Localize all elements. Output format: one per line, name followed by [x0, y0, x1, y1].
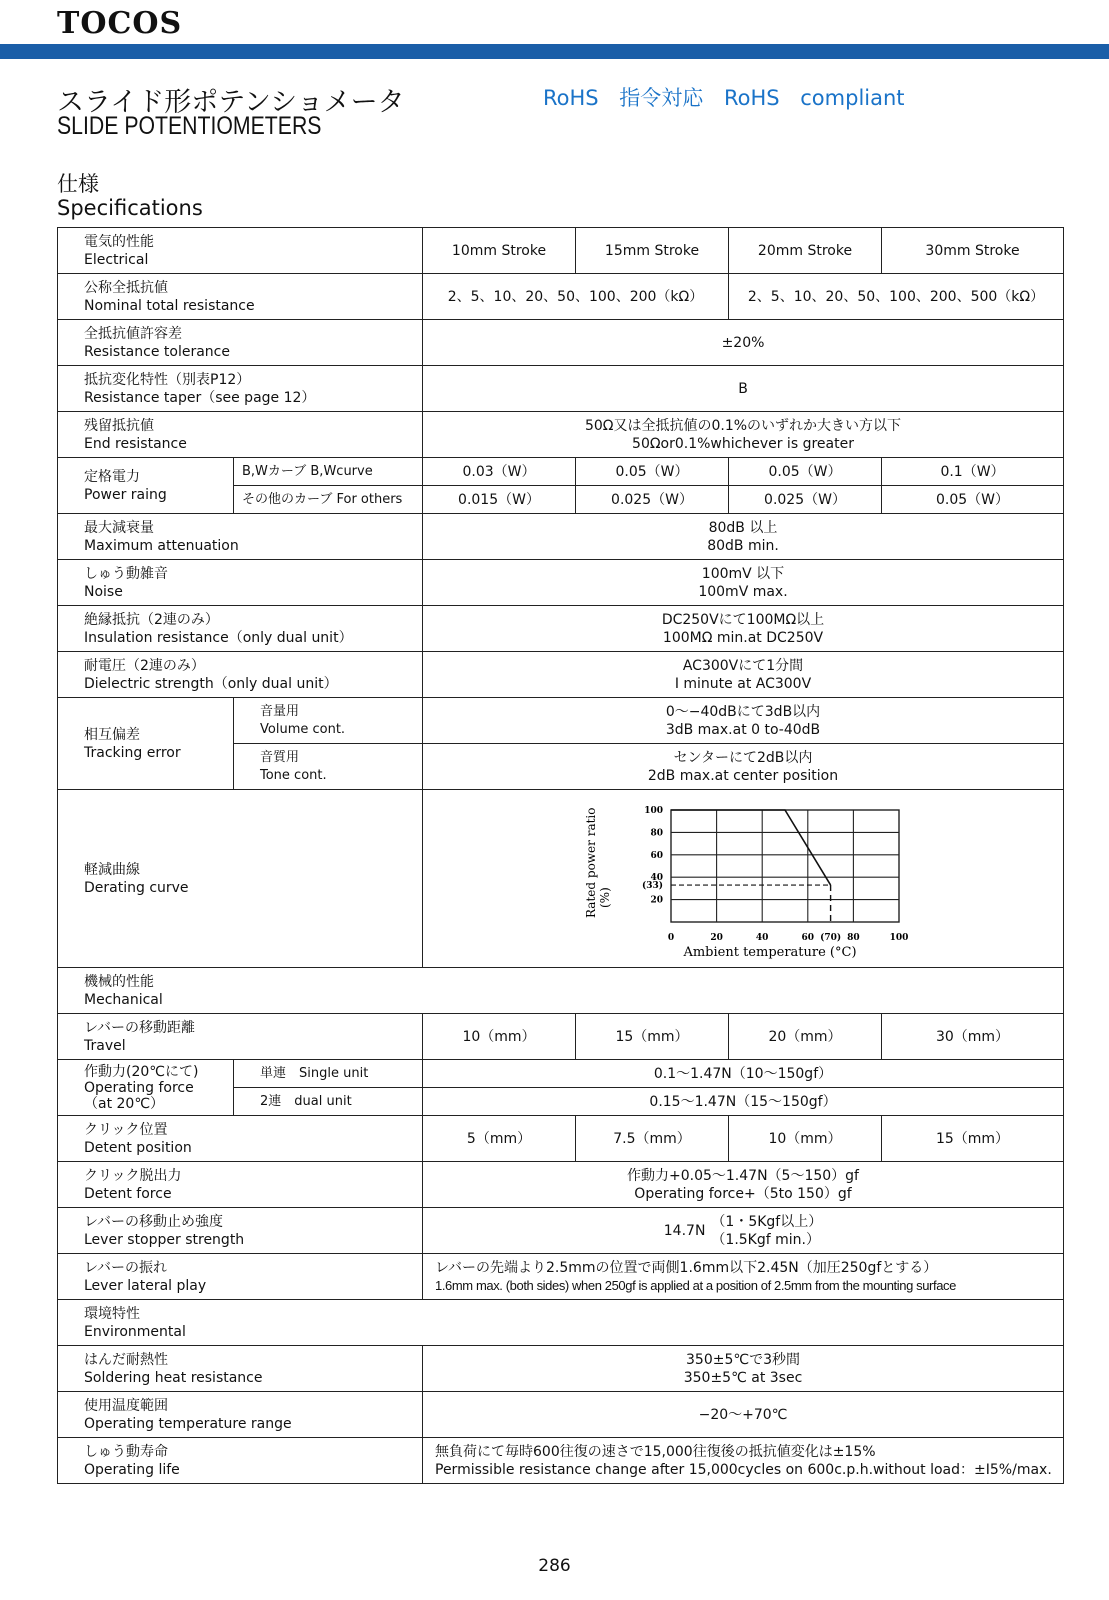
- cell-value: 10（mm）: [729, 1116, 882, 1162]
- x-tick-label: 60: [801, 933, 815, 943]
- table-row: [58, 1060, 1064, 1088]
- cell-value: 80dB 以上 80dB min.: [423, 514, 1064, 560]
- row-label: 残留抵抗値 End resistance: [58, 412, 423, 458]
- stroke-header: 15mm Stroke: [576, 228, 729, 274]
- row-label: 作動力(20℃にて) Operating force （at 20℃）: [58, 1060, 234, 1116]
- row-label: 定格電力 Power raing: [58, 458, 234, 514]
- row-label: クリック位置 Detent position: [58, 1116, 423, 1162]
- table-row: [58, 514, 1064, 560]
- row-label: 公称全抵抗値 Nominal total resistance: [58, 274, 423, 320]
- y-tick-label: 20: [650, 895, 663, 906]
- cell-value: 0.025（W）: [729, 486, 882, 514]
- cell-value: AC300Vにて1分間 I minute at AC300V: [423, 652, 1064, 698]
- table-row: [58, 1254, 1064, 1300]
- cell-value: 0.05（W）: [882, 486, 1064, 514]
- cell-value: 15（mm）: [882, 1116, 1064, 1162]
- sub-label: 音量用 Volume cont.: [234, 698, 423, 744]
- cell-value: 作動力+0.05〜1.47N（5〜150）gf Operating force+（5to 150）gf: [423, 1162, 1064, 1208]
- cell-value: 7.5（mm）: [576, 1116, 729, 1162]
- y-tick-label: 40: [650, 873, 663, 884]
- cell-value: ±20%: [423, 320, 1064, 366]
- cell-value: 10（mm）: [423, 1014, 576, 1060]
- cell-value: 0.15〜1.47N（15〜150gf）: [423, 1088, 1064, 1116]
- row-label: 使用温度範囲 Operating temperature range: [58, 1392, 423, 1438]
- section-title-jp: 仕様: [57, 172, 99, 196]
- table-row: [58, 320, 1064, 366]
- table-row: [58, 1392, 1064, 1438]
- rohs-label: RoHS 指令対応 RoHS compliant: [543, 86, 905, 110]
- sub-label: B,Wカーブ B,Wcurve: [234, 458, 423, 486]
- y-axis-label: Rated power ratio: [584, 807, 598, 918]
- table-row: [58, 412, 1064, 458]
- table-row: [58, 968, 1064, 1014]
- table-row: [58, 1300, 1064, 1346]
- cell-value: 2、5、10、20、50、100、200、500（kΩ）: [729, 274, 1064, 320]
- table-row: [58, 366, 1064, 412]
- row-label: 相互偏差 Tracking error: [58, 698, 234, 790]
- x-axis-label: Ambient temperature (°C): [683, 945, 857, 960]
- cell-value: 20（mm）: [729, 1014, 882, 1060]
- row-label: 抵抗変化特性（別表P12） Resistance taper（see page 12）: [58, 366, 423, 412]
- table-row: [58, 1208, 1064, 1254]
- cell-value: −20〜+70℃: [423, 1392, 1064, 1438]
- row-label: レバーの振れ Lever lateral play: [58, 1254, 423, 1300]
- x-tick-label: (70): [820, 933, 842, 943]
- header-bar: [0, 44, 1109, 59]
- cell-value: 50Ω又は全抵抗値の0.1%のいずれか大きい方以下 50Ωor0.1%whichever is greater: [423, 412, 1064, 458]
- plot-frame: [671, 810, 899, 922]
- x-tick-label: 80: [847, 933, 860, 943]
- table-row: [58, 228, 1064, 274]
- cell-value: 350±5℃で3秒間 350±5℃ at 3sec: [423, 1346, 1064, 1392]
- row-label: 最大減衰量 Maximum attenuation: [58, 514, 423, 560]
- derating-chart: [573, 796, 913, 961]
- table-row: [58, 698, 1064, 744]
- row-label: レバーの移動止め強度 Lever stopper strength: [58, 1208, 423, 1254]
- section-title-en: Specifications: [57, 196, 203, 220]
- row-label: 絶縁抵抗（2連のみ） Insulation resistance（only dual unit）: [58, 606, 423, 652]
- row-label: 軽減曲線 Derating curve: [58, 790, 423, 968]
- table-row: [58, 458, 1064, 486]
- cell-value: 0.025（W）: [576, 486, 729, 514]
- spec-table: [57, 227, 1064, 1484]
- row-label: しゅう動雑音 Noise: [58, 560, 423, 606]
- table-row: [58, 1162, 1064, 1208]
- cell-value: 0.05（W）: [729, 458, 882, 486]
- cell-value: 0.05（W）: [576, 458, 729, 486]
- cell-value: 0.015（W）: [423, 486, 576, 514]
- table-row: [58, 1438, 1064, 1484]
- page-number: 286: [538, 1556, 571, 1576]
- row-label: しゅう動寿命 Operating life: [58, 1438, 423, 1484]
- page-title-en: SLIDE POTENTIOMETERS: [57, 112, 322, 140]
- chart-marks: [671, 810, 831, 922]
- cell-value: 14.7N （1・5Kgf以上） （1.5Kgf min.）: [423, 1208, 1064, 1254]
- cell-value: 2、5、10、20、50、100、200（kΩ）: [423, 274, 729, 320]
- stroke-header: 20mm Stroke: [729, 228, 882, 274]
- x-tick-label: 40: [755, 933, 769, 943]
- table-row: [58, 652, 1064, 698]
- row-label: はんだ耐熱性 Soldering heat resistance: [58, 1346, 423, 1392]
- table-row: [58, 1116, 1064, 1162]
- cell-value: 無負荷にて毎時600往復の速さで15,000往復後の抵抗値変化は±15% Permissible resistance change after 15,000cycles on 600c.p.h.without load：±I5%/max.: [423, 1438, 1064, 1484]
- y-tick-label: 100: [644, 806, 663, 816]
- x-tick-label: 20: [710, 933, 723, 943]
- table-row: [58, 1014, 1064, 1060]
- table-row: [58, 1346, 1064, 1392]
- cell-value: レバーの先端より2.5mmの位置で両側1.6mm以下2.45N（加圧250gfとする） 1.6mm max. (both sides) when 250gf is applied at a position of 2.5mm from the mounting surface: [423, 1254, 1064, 1300]
- cell-value: 30（mm）: [882, 1014, 1064, 1060]
- x-tick-label: 100: [889, 933, 909, 943]
- row-label: 電気的性能 Electrical: [58, 228, 423, 274]
- cell-value: DC250Vにて100MΩ以上 100MΩ min.at DC250V: [423, 606, 1064, 652]
- table-row: [58, 274, 1064, 320]
- cell-value: 0.03（W）: [423, 458, 576, 486]
- sub-label: その他のカーブ For others: [234, 486, 423, 514]
- table-row: [58, 606, 1064, 652]
- company-logo: TOCOS: [57, 6, 183, 41]
- y-tick-label: 80: [650, 828, 663, 839]
- section-label: 環境特性 Environmental: [58, 1300, 423, 1346]
- sub-label: 音質用 Tone cont.: [234, 744, 423, 790]
- cell-value: 15（mm）: [576, 1014, 729, 1060]
- y-axis-label-unit: (%): [598, 887, 612, 908]
- row-label: 全抵抗値許容差 Resistance tolerance: [58, 320, 423, 366]
- y-tick-label: (33): [641, 881, 663, 892]
- x-tick-label: 0: [667, 933, 675, 943]
- section-label: 機械的性能 Mechanical: [58, 968, 423, 1014]
- sub-label: 単連 Single unit: [234, 1060, 423, 1088]
- cell-value: 5（mm）: [423, 1116, 576, 1162]
- derating-chart-cell: [423, 790, 1064, 968]
- table-row: [58, 790, 1064, 968]
- stroke-header: 30mm Stroke: [882, 228, 1064, 274]
- chart-grid: [671, 810, 899, 922]
- cell-value: B: [423, 366, 1064, 412]
- stroke-header: 10mm Stroke: [423, 228, 576, 274]
- row-label: レバーの移動距離 Travel: [58, 1014, 423, 1060]
- sub-label: 2連 dual unit: [234, 1088, 423, 1116]
- derating-curve: [671, 810, 831, 885]
- row-label: クリック脱出力 Detent force: [58, 1162, 423, 1208]
- page-title-jp: スライド形ポテンショメータ: [57, 87, 405, 118]
- cell-value: 100mV 以下 100mV max.: [423, 560, 1064, 606]
- cell-value: 0.1〜1.47N（10〜150gf）: [423, 1060, 1064, 1088]
- row-label: 耐電圧（2連のみ） Dielectric strength（only dual unit）: [58, 652, 423, 698]
- cell-value: センターにて2dB以内 2dB max.at center position: [423, 744, 1064, 790]
- y-tick-label: 60: [650, 850, 663, 861]
- table-row: [58, 560, 1064, 606]
- cell-value: 0.1（W）: [882, 458, 1064, 486]
- cell-value: 0〜−40dBにて3dB以内 3dB max.at 0 to-40dB: [423, 698, 1064, 744]
